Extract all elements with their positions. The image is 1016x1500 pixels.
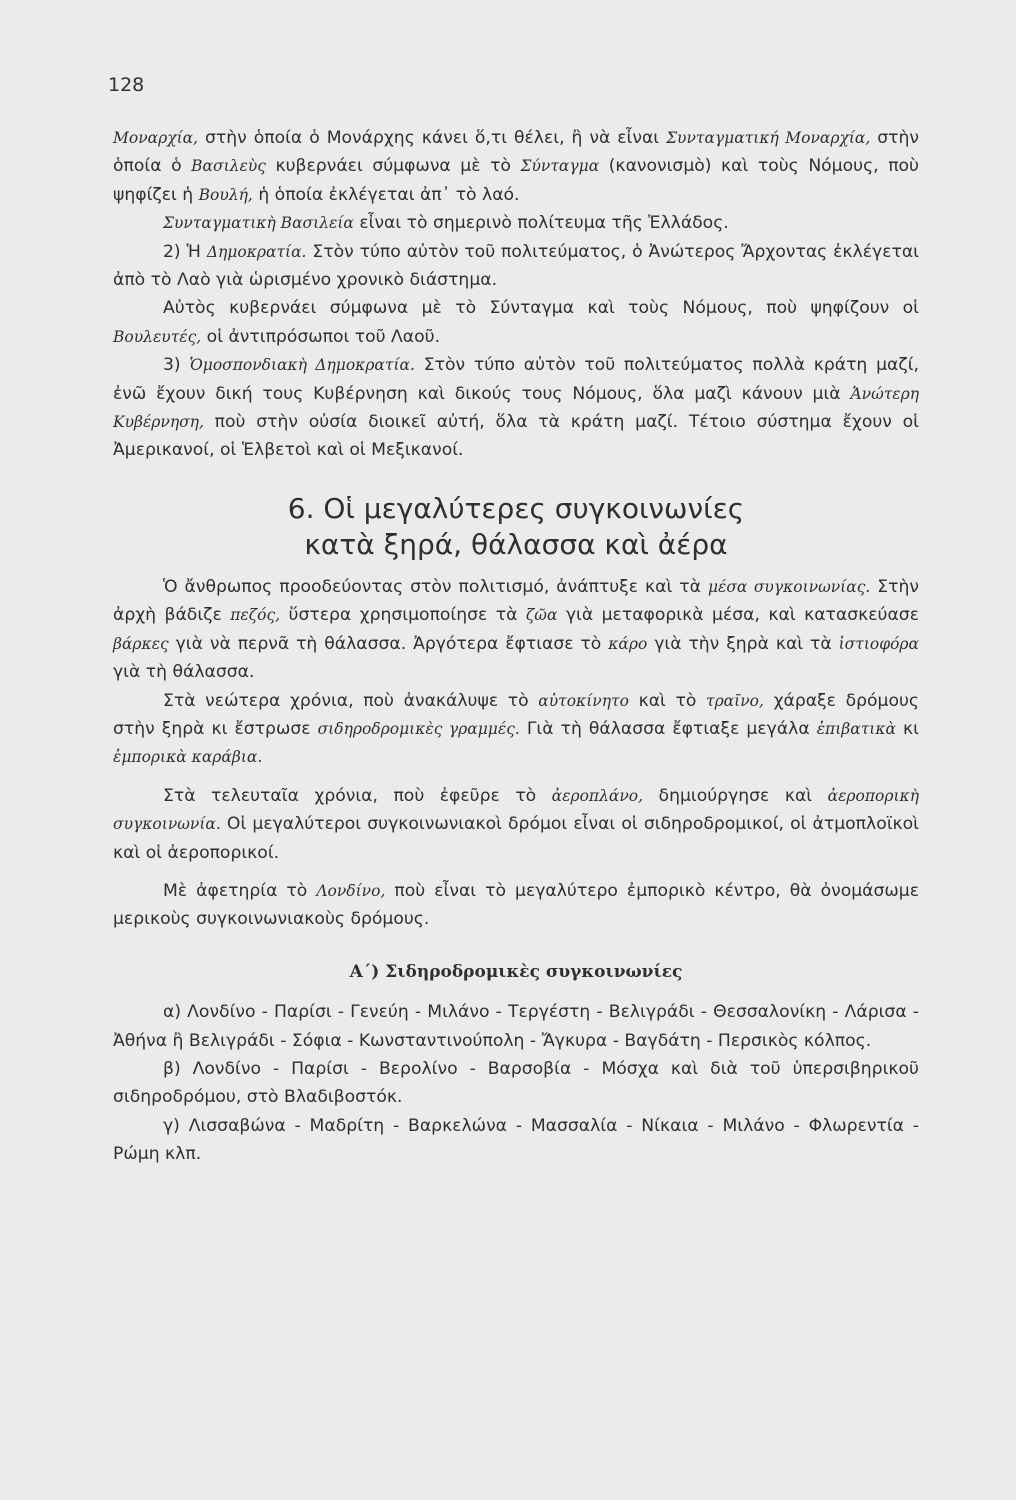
term: αὐτοκίνητο: [538, 691, 629, 710]
term: μέσα συγκοινωνίας.: [707, 577, 871, 596]
paragraph-federal-democracy: [113, 351, 919, 465]
paragraph-transport-history: [113, 573, 919, 687]
term: ἐμπορικὰ καράβια.: [113, 748, 263, 767]
paragraph-london: [113, 877, 919, 934]
term: Βασιλεὺς: [191, 157, 266, 176]
term: βάρκες: [113, 634, 169, 653]
term: ἀεροπλάνο,: [551, 786, 644, 805]
text: στὴν ὁποία ὁ Μονάρχης κάνει ὅ,τι θέλει, ἢ νὰ εἶναι: [198, 128, 667, 148]
text: στὴν ὁποία ὁ: [113, 128, 920, 177]
term: ἀεροπορικὴ συγκοινωνία.: [113, 786, 919, 834]
term: Ἀνώτερη Κυβέρνηση,: [113, 384, 919, 432]
term: ζῶα: [525, 606, 558, 625]
text: χάραξε δρόμους στὴν ξηρὰ κι ἔστρωσε: [113, 690, 920, 739]
term: κάρο: [608, 634, 648, 653]
text: γιὰ τὴν ξηρὰ καὶ τὰ: [647, 633, 839, 654]
term: Συνταγματική Μοναρχία,: [666, 129, 871, 147]
text: 2) Ἡ: [163, 241, 207, 262]
term: Σύνταγμα: [520, 157, 600, 176]
route-item: β) Λονδίνο - Παρίσι - Βερολίνο - Βαρσοβία - Μόσχα καὶ διὰ τοῦ ὑπερσιβηρικοῦ σιδηροδρόμου, στὸ Βλαδιβοστόκ.: [113, 1058, 919, 1108]
text: δημιούργησε καὶ: [643, 785, 828, 806]
term: ἐπιβατικὰ: [816, 719, 896, 738]
text: ποὺ εἶναι τὸ μεγαλύτερο ἐμπορικὸ κέντρο, θὰ ὀνομάσωμε μερικοὺς συγκοινωνιακοὺς δρόμους.: [113, 880, 919, 930]
text: Μὲ ἀφετηρία τὸ: [163, 880, 317, 901]
text: 3): [163, 355, 190, 376]
text: ὕστερα χρησιμοποίησε τὰ: [280, 605, 526, 626]
paragraph-governance: [113, 294, 919, 351]
section-title-line: 6. Οἱ μεγαλύτερες συγκοινωνίες: [287, 491, 745, 525]
route-item: γ) Λισσαβώνα - Μαδρίτη - Βαρκελώνα - Μασσαλία - Νίκαια - Μιλάνο - Φλωρεντία - Ρώμη κλπ.: [113, 1115, 919, 1165]
route-item: α) Λονδίνο - Παρίσι - Γενεύη - Μιλάνο - Τεργέστη - Βελιγράδι - Θεσσαλονίκη - Λάρισα - Ἀθήνα ἢ Βελιγράδι - Σόφια - Κωνσταντινούπολη - Ἄγκυρα - Βαγδάτη - Περσικὸς κόλπος.: [113, 1002, 919, 1051]
text: καὶ τὸ: [628, 690, 706, 711]
text: Στὰ νεώτερα χρόνια, ποὺ ἀνακάλυψε τὸ: [163, 690, 539, 711]
text: κι: [896, 718, 919, 739]
text: γιὰ μεταφορικὰ μέσα, καὶ κατασκεύασε: [557, 605, 919, 626]
paragraph-air-transport: [113, 782, 919, 867]
text: Οἱ μεγαλύτεροι συγκοινωνιακοὶ δρόμοι εἶναι οἱ σιδηροδρομικοί, οἱ ἀτμοπλοϊκοὶ καὶ οἱ ἀεροπορικοί.: [113, 814, 919, 863]
term: Μοναρχία,: [113, 129, 199, 147]
paragraph-democracy: [113, 238, 919, 295]
text: Ὁ ἄνθρωπος προοδεύοντας στὸν πολιτισμό, ἀνάπτυξε καὶ τὰ: [163, 576, 708, 597]
term: τραῖνο,: [706, 691, 764, 710]
term: Λονδίνο,: [316, 881, 386, 900]
text: οἱ ἀντιπρόσωποι τοῦ Λαοῦ.: [201, 326, 441, 347]
text: ποὺ στὴν οὐσία διοικεῖ αὐτή, ὅλα τὰ κράτη μαζί. Τέτοιο σύστημα ἔχουν οἱ Ἀμερικανοί, οἱ Ἑλβετοὶ καὶ οἱ Μεξικανοί.: [113, 412, 919, 461]
term: Βουλευτές,: [113, 327, 202, 346]
term: ἱστιοφόρα: [838, 634, 920, 653]
paragraph-monarchy: [113, 124, 919, 209]
subsection-title: Α΄) Σιδηροδρομικὲς συγκοινωνίες: [349, 961, 683, 982]
text: εἶναι τὸ σημερινὸ πολίτευμα τῆς Ἑλλάδος.: [353, 213, 729, 234]
text: ἡ ὁποία ἐκλέγεται ἀπ᾽ τὸ λαό.: [252, 184, 520, 205]
text: Αὐτὸς κυβερνάει σύμφωνα μὲ τὸ Σύνταγμα καὶ τοὺς Νόμους, ποὺ ψηφίζουν οἱ: [163, 298, 919, 319]
text: Στὴν ἀρχὴ βάδιζε: [113, 576, 920, 626]
term: Δημοκρατία.: [206, 242, 307, 261]
text: γιὰ νὰ περνᾶ τὴ θάλασσα. Ἀργότερα ἔφτιασε τὸ: [168, 633, 609, 654]
paragraph-modern-transport: [113, 687, 919, 772]
text: Στὸν τύπο αὐτὸν τοῦ πολιτεύματος πολλὰ κράτη μαζί, ἐνῶ ἔχουν δική τους Κυβέρνηση καὶ δικούς τους Νόμους, ὅλα μαζὶ κάνουν μιὰ: [113, 355, 919, 404]
term: Ὁμοσπονδιακὴ Δημοκρατία.: [189, 356, 415, 375]
term: Βουλή,: [198, 185, 253, 204]
text: κυβερνάει σύμφωνα μὲ τὸ: [265, 156, 521, 177]
paragraph-constitutional-kingdom: [113, 209, 919, 237]
text: γιὰ τὴ θάλασσα.: [113, 662, 255, 683]
page-body: [113, 124, 919, 1169]
text: (κανονισμὸ) καὶ τοὺς Νόμους, ποὺ ψηφίζει ἡ: [113, 156, 919, 205]
term: πεζός,: [230, 606, 281, 625]
text: Γιὰ τὴ θάλασσα ἔφτιαξε μεγάλα: [519, 718, 817, 739]
term: Συνταγματικὴ Βασιλεία: [163, 214, 354, 233]
text: Στὸν τύπο αὐτὸν τοῦ πολιτεύματος, ὁ Ἀνώτερος Ἄρχοντας ἐκλέγεται ἀπὸ τὸ Λαὸ γιὰ ὡρισμένο χρονικὸ διάστημα.: [113, 241, 919, 291]
page-number: 128: [108, 74, 145, 96]
term: σιδηροδρομικὲς γραμμές.: [317, 719, 520, 738]
text: Στὰ τελευταῖα χρόνια, ποὺ ἐφεῦρε τὸ: [163, 785, 552, 806]
section-title: [113, 491, 919, 563]
section-title-line: κατὰ ξηρά, θάλασσα καὶ ἀέρα: [304, 527, 728, 561]
